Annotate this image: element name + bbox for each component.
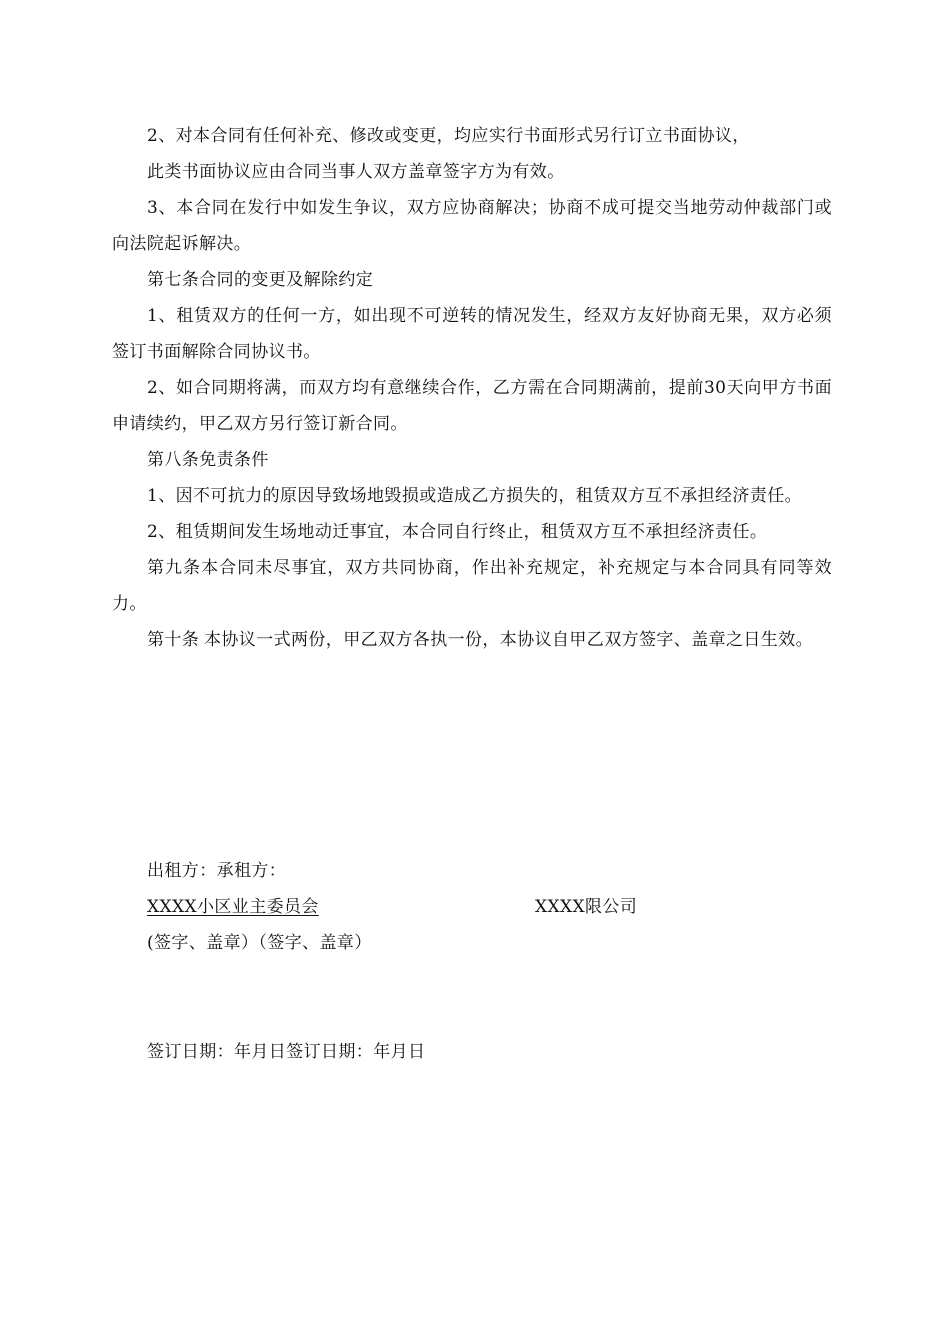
clause-paragraph: 1、租赁双方的任何一方，如出现不可逆转的情况发生，经双方友好协商无果，双方必须签订书面解除合同协议书。: [112, 306, 832, 362]
clause-ten-text: 本协议一式两份，甲乙双方各执一份，本协议自甲乙双方签字、盖章之日生效。: [204, 630, 813, 650]
clause-ten-lead: 第十条: [147, 630, 200, 650]
seal-line: (签字、盖章）（签字、盖章）: [147, 933, 372, 953]
lessor-name: XXXX小区业主委员会: [147, 897, 319, 917]
clause-paragraph: 2、租赁期间发生场地动迁事宜，本合同自行终止，租赁双方互不承担经济责任。: [147, 522, 768, 542]
clause-paragraph: 2、对本合同有任何补充、修改或变更，均应实行书面形式另行订立书面协议，: [147, 126, 750, 146]
lessee-name: XXXX限公司: [535, 897, 638, 917]
parties-line: 出租方：承租方：: [147, 861, 287, 881]
clause-paragraph: 第九条本合同未尽事宜，双方共同协商，作出补充规定，补充规定与本合同具有同等效力。: [112, 558, 832, 614]
contract-body: [112, 118, 832, 658]
clause-ten-paragraph: [112, 622, 832, 658]
signing-date-line: 签订日期：年月日签订日期：年月日: [147, 1042, 426, 1062]
clause-paragraph: 此类书面协议应由合同当事人双方盖章签字方为有效。: [147, 162, 565, 182]
article-heading: 第八条免责条件: [147, 450, 269, 470]
party-names-line: [147, 889, 847, 925]
clause-paragraph: 3、本合同在发行中如发生争议，双方应协商解决；协商不成可提交当地劳动仲裁部门或向法院起诉解决。: [112, 198, 832, 254]
clause-paragraph: 2、如合同期将满，而双方均有意继续合作，乙方需在合同期满前，提前30天向甲方书面申请续约，甲乙双方另行签订新合同。: [112, 378, 832, 434]
signature-block: [147, 853, 847, 961]
article-heading: 第七条合同的变更及解除约定: [147, 270, 374, 290]
clause-paragraph: 1、因不可抗力的原因导致场地毁损或造成乙方损失的，租赁双方互不承担经济责任。: [147, 486, 803, 506]
